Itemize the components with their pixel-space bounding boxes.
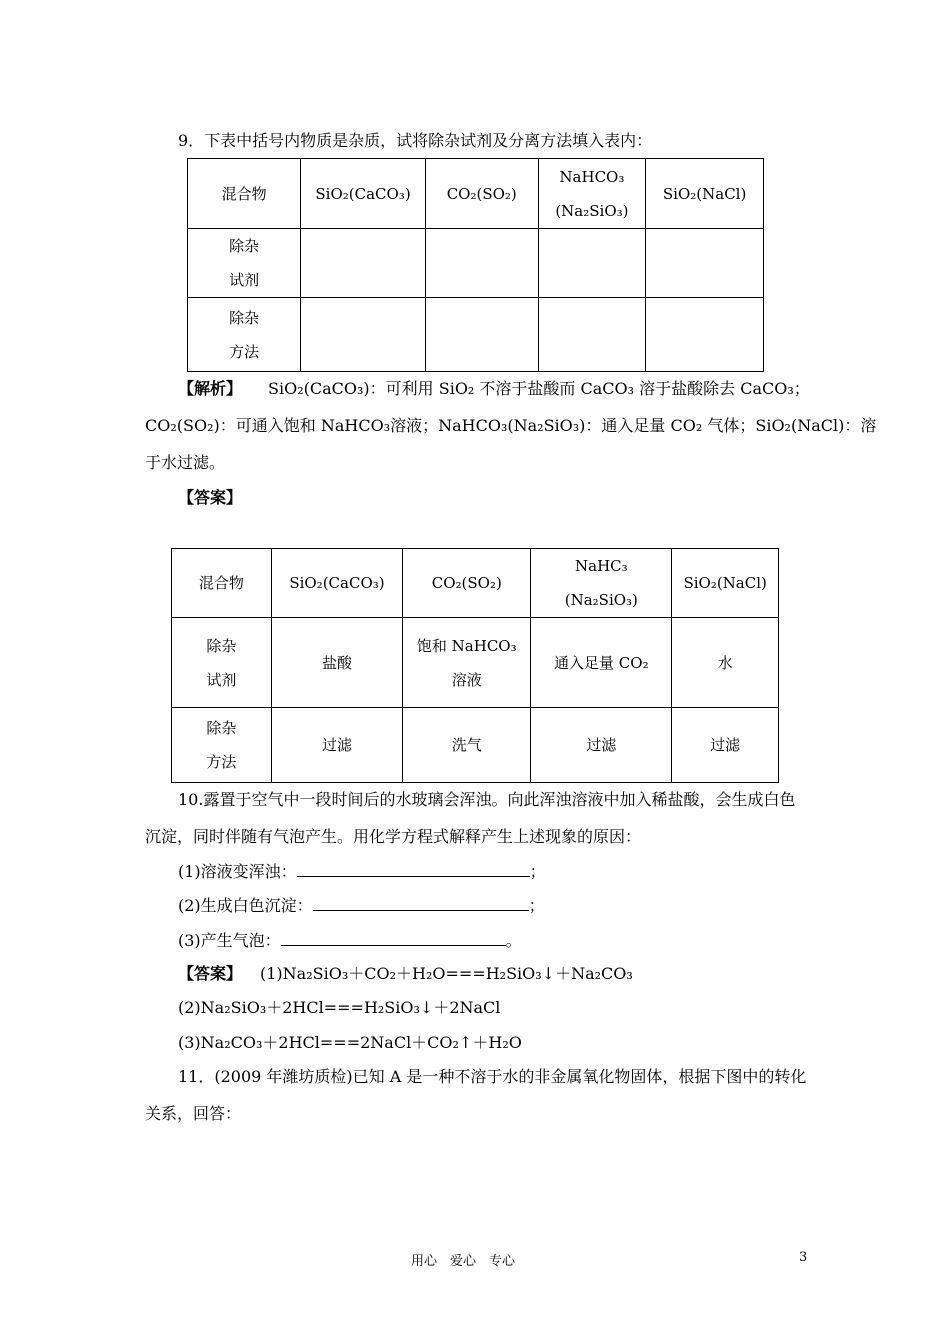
q9-table [187, 158, 764, 372]
q9-cell [538, 298, 646, 372]
ans-row2-label [172, 708, 272, 783]
q10-blank2-semicolon: ； [528, 896, 545, 915]
ans-method-4: 过滤 [672, 708, 779, 783]
q9-header-mixture: 混合物 [188, 159, 301, 229]
q9-row1-label-b: 试剂 [229, 271, 260, 289]
q9-row2-label [188, 298, 301, 372]
q10-line1: 10.露置于空气中一段时间后的水玻璃会浑浊。向此浑浊溶液中加入稀盐酸，会生成白色 [178, 790, 796, 809]
ans-method-1: 过滤 [271, 708, 402, 783]
ans-reagent-2-a: 饱和 NaHCO₃ [416, 636, 517, 655]
q10-blank3-label: (3)产生气泡： [178, 931, 281, 950]
ans-reagent-2 [403, 618, 531, 708]
q10-blank3-row [178, 928, 522, 951]
ans-row1-label-b: 试剂 [206, 670, 237, 689]
q9-cell [646, 298, 764, 372]
q10-answer2: (2)Na₂SiO₃＋2HCl===H₂SiO₃↓＋2NaCl [178, 998, 501, 1017]
q9-header-nahco3-b: (Na₂SiO₃) [555, 201, 629, 220]
q9-analysis-line2: CO₂(SO₂)：可通入饱和 NaHCO₃溶液；NaHCO₃(Na₂SiO₃)：通入足量 CO₂ 气体；SiO₂(NaCl)：溶 [145, 416, 877, 435]
q10-answer3: (3)Na₂CO₃＋2HCl===2NaCl＋CO₂↑＋H₂O [178, 1033, 522, 1052]
q9-row2-label-b: 方法 [229, 342, 260, 361]
q10-blank1-label: (1)溶液变浑浊： [178, 862, 297, 881]
q9-row1-label-a: 除杂 [229, 237, 260, 255]
ans-reagent-4: 水 [672, 618, 779, 708]
q10-answer1: (1)Na₂SiO₃＋CO₂＋H₂O===H₂SiO₃↓＋Na₂CO₃ [260, 964, 633, 983]
q9-header-nahco3-a: NaHCO₃ [559, 167, 625, 186]
q10-blank2-row [178, 893, 545, 916]
q10-blank1-line[interactable] [297, 860, 530, 877]
q10-answer-label: 【答案】 [178, 964, 243, 983]
q9-cell [425, 298, 538, 372]
q9-cell [538, 229, 646, 298]
q10-blank2-line[interactable] [313, 894, 529, 911]
q10-blank2-label: (2)生成白色沉淀： [178, 896, 313, 915]
ans-reagent-1: 盐酸 [271, 618, 402, 708]
q9-row1-label [188, 229, 301, 298]
ans-reagent-2-b: 溶液 [451, 670, 482, 689]
q11-line2: 关系，回答： [145, 1104, 242, 1123]
q10-blank3-line[interactable] [281, 929, 506, 946]
q9-row2-label-a: 除杂 [229, 308, 260, 327]
ans-header-sio2-nacl: SiO₂(NaCl) [672, 549, 779, 618]
q9-cell [646, 229, 764, 298]
q10-line2: 沉淀，同时伴随有气泡产生。用化学方程式解释产生上述现象的原因： [145, 827, 642, 846]
q9-analysis-line1: SiO₂(CaCO₃)：可利用 SiO₂ 不溶于盐酸而 CaCO₃ 溶于盐酸除去 CaCO₃； [268, 379, 810, 398]
ans-row1-label-a: 除杂 [206, 636, 237, 655]
ans-method-2: 洗气 [403, 708, 531, 783]
q9-cell [425, 229, 538, 298]
q9-cell [301, 229, 426, 298]
ans-row2-label-b: 方法 [206, 753, 237, 771]
q9-title: 9．下表中括号内物质是杂质，试将除杂试剂及分离方法填入表内： [178, 131, 653, 150]
q9-header-sio2-caco3: SiO₂(CaCO₃) [301, 159, 426, 229]
ans-header-mixture: 混合物 [172, 549, 272, 618]
q9-answer-table [171, 548, 779, 783]
footer-motto: 用心 爱心 专心 [411, 1254, 516, 1269]
q9-header-sio2-nacl: SiO₂(NaCl) [646, 159, 764, 229]
q9-cell [301, 298, 426, 372]
ans-header-nahco3 [531, 549, 672, 618]
q10-blank1-row [178, 859, 546, 882]
q10-blank1-semicolon: ； [529, 862, 546, 881]
q9-header-co2-so2: CO₂(SO₂) [425, 159, 538, 229]
q9-analysis-label: 【解析】 [178, 379, 243, 398]
ans-header-nahco3-a: NaHC₃ [575, 557, 628, 575]
page-number: 3 [799, 1250, 808, 1265]
ans-header-sio2-caco3: SiO₂(CaCO₃) [271, 549, 402, 618]
ans-method-3: 过滤 [531, 708, 672, 783]
q9-header-nahco3 [538, 159, 646, 229]
q9-analysis-line3: 于水过滤。 [145, 453, 226, 472]
q9-answer-label: 【答案】 [178, 488, 243, 507]
q11-line1: 11．(2009 年潍坊质检)已知 A 是一种不溶于水的非金属氧化物固体，根据下图中的转化 [178, 1067, 807, 1086]
ans-reagent-3: 通入足量 CO₂ [531, 618, 672, 708]
q10-blank3-period: 。 [505, 931, 522, 950]
ans-header-co2-so2: CO₂(SO₂) [403, 549, 531, 618]
ans-header-nahco3-b: (Na₂SiO₃) [564, 591, 638, 609]
ans-row1-label [172, 618, 272, 708]
ans-row2-label-a: 除杂 [206, 719, 237, 737]
